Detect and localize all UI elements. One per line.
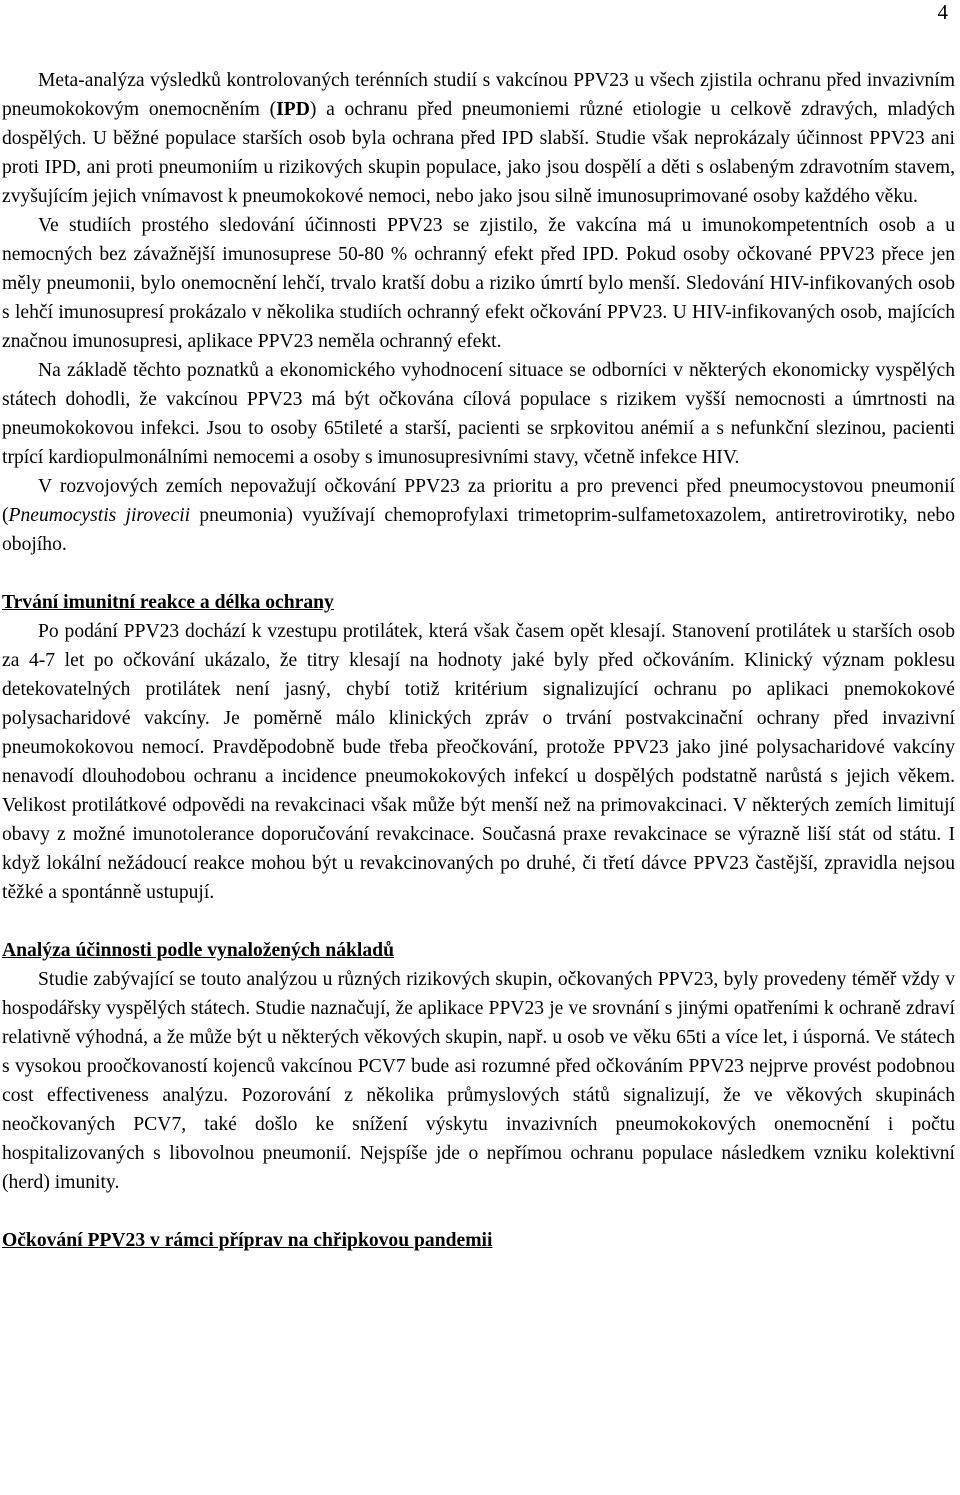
paragraph-text: V rozvojových zemích nepovažují očkování PPV23 za prioritu a pro prevenci před pneumocystovou pneumonií (	[2, 476, 955, 526]
spacer	[2, 559, 955, 588]
paragraph-text: Meta-analýza výsledků kontrolovaných terénních studií s vakcínou PPV23 u všech zjistila ochranu před invazivním pneumokokovým onemocněním (	[2, 70, 955, 120]
heading-immune-response-duration: Trvání imunitní reakce a délka ochrany	[2, 592, 334, 613]
heading-pandemic-preparation: Očkování PPV23 v rámci příprav na chřipkovou pandemii	[2, 1230, 493, 1251]
heading-cost-effectiveness: Analýza účinnosti podle vynaložených nákladů	[2, 940, 394, 961]
paragraph-developing-countries	[2, 472, 955, 559]
paragraph-text: pneumonia) využívají chemoprofylaxi trimetoprim-sulfametoxazolem, antiretrovirotiky, nebo obojího.	[2, 505, 955, 555]
spacer	[2, 1197, 955, 1226]
paragraph-text: ) a ochranu před pneumoniemi různé etiologie u celkově zdravých, mladých dospělých. U běžné populace starších osob byla ochrana před IPD slabší. Studie však neprokázaly účinnost PPV23 ani proti IPD, ani proti pneumoniím u rizikových skupin populace, jako jsou dospělí a děti s oslabeným zdravotním stavem, zvyšujícím jejich vnímavost k pneumokokové nemoci, nebo jako jsou silně imunosuprimované osoby každého věku.	[2, 99, 955, 207]
paragraph-cost-effectiveness: Studie zabývající se touto analýzou u různých rizikových skupin, očkovaných PPV23, byly provedeny téměř vždy v hospodářsky vyspělých státech. Studie naznačují, že aplikace PPV23 je ve srovnání s jinými opatřeními k ochraně zdraví relativně výhodná, a že může být u některých věkových skupin, např. u osob ve věku 65ti a více let, i úsporná. Ve státech s vysokou proočkovaností kojenců vakcínou PCV7 bude asi rozumné před očkováním PPV23 nejprve provést podobnou cost effectiveness analýzu. Pozorování z několika průmyslových států signalizují, že ve věkových skupinách neočkovaných PCV7, také došlo ke snížení výskytu invazivních pneumokokových onemocnění i počtu hospitalizovaných s libovolnou pneumonií. Nejspíše jde o nepřímou ochranu populace následkem vzniku kolektivní (herd) imunity.	[2, 969, 955, 1193]
species-name: Pneumocystis jirovecii	[8, 505, 191, 526]
paragraph-recommendations: Na základě těchto poznatků a ekonomického vyhodnocení situace se odborníci v některých ekonomicky vyspělých státech dohodli, že vakcínou PPV23 má být očkována cílová populace s rizikem vyšší nemocnosti a úmrtnosti na pneumokokovou infekci. Jsou to osoby 65tileté a starší, pacienti se srpkovitou anémií a s nefunkční slezinou, pacienti trpící kardiopulmonálními nemocemi a osoby s imunosupresivními stavy, včetně infekce HIV.	[2, 360, 955, 468]
paragraph-immune-response: Po podání PPV23 dochází k vzestupu protilátek, která však časem opět klesají. Stanovení protilátek u starších osob za 4-7 let po očkování ukázalo, že titry klesají na hodnoty jaké byly před očkováním. Klinický význam poklesu detekovatelných protilátek není jasný, chybí totiž kritérium signalizující ochranu po aplikaci pnemokokové polysacharidové vakcíny. Je poměrně málo klinických zpráv o trvání postvakcinační ochrany před invazivní pneumokokovou nemocí. Pravděpodobně bude třeba přeočkování, protože PPV23 jako jiné polysacharidové vakcíny nenavodí dlouhodobou ochranu a incidence pneumokokových infekcí u dospělých podstatně narůstá s jejich věkem. Velikost protilátkové odpovědi na revakcinaci však může být menší než na primovakcinaci. V některých zemích limitují obavy z možné imunotolerance doporučování revakcinace. Současná praxe revakcinace se výrazně liší stát od státu. I když lokální nežádoucí reakce mohou být u revakcinovaných po druhé, či třetí dávce PPV23 častější, zpravidla nejsou těžké a spontánně ustupují.	[2, 621, 955, 903]
page-number: 4	[937, 0, 948, 24]
spacer	[2, 907, 955, 936]
paragraph-observational-studies: Ve studiích prostého sledování účinnosti PPV23 se zjistilo, že vakcína má u imunokompetentních osob a u nemocných bez závažnější imunosuprese 50-80 % ochranný efekt před IPD. Pokud osoby očkované PPV23 přece jen měly pneumonii, bylo onemocnění lehčí, trvalo kratší dobu a riziko úmrtí bylo menší. Sledování HIV-infikovaných osob s lehčí imunosupresí prokázalo v několika studiích ochranný efekt očkování PPV23. U HIV-infikovaných osob, majících značnou imunosupresi, aplikace PPV23 neměla ochranný efekt.	[2, 215, 955, 352]
ipd-abbreviation: IPD	[276, 99, 310, 120]
paragraph-meta-analysis	[2, 66, 955, 211]
page-content	[2, 66, 955, 1255]
